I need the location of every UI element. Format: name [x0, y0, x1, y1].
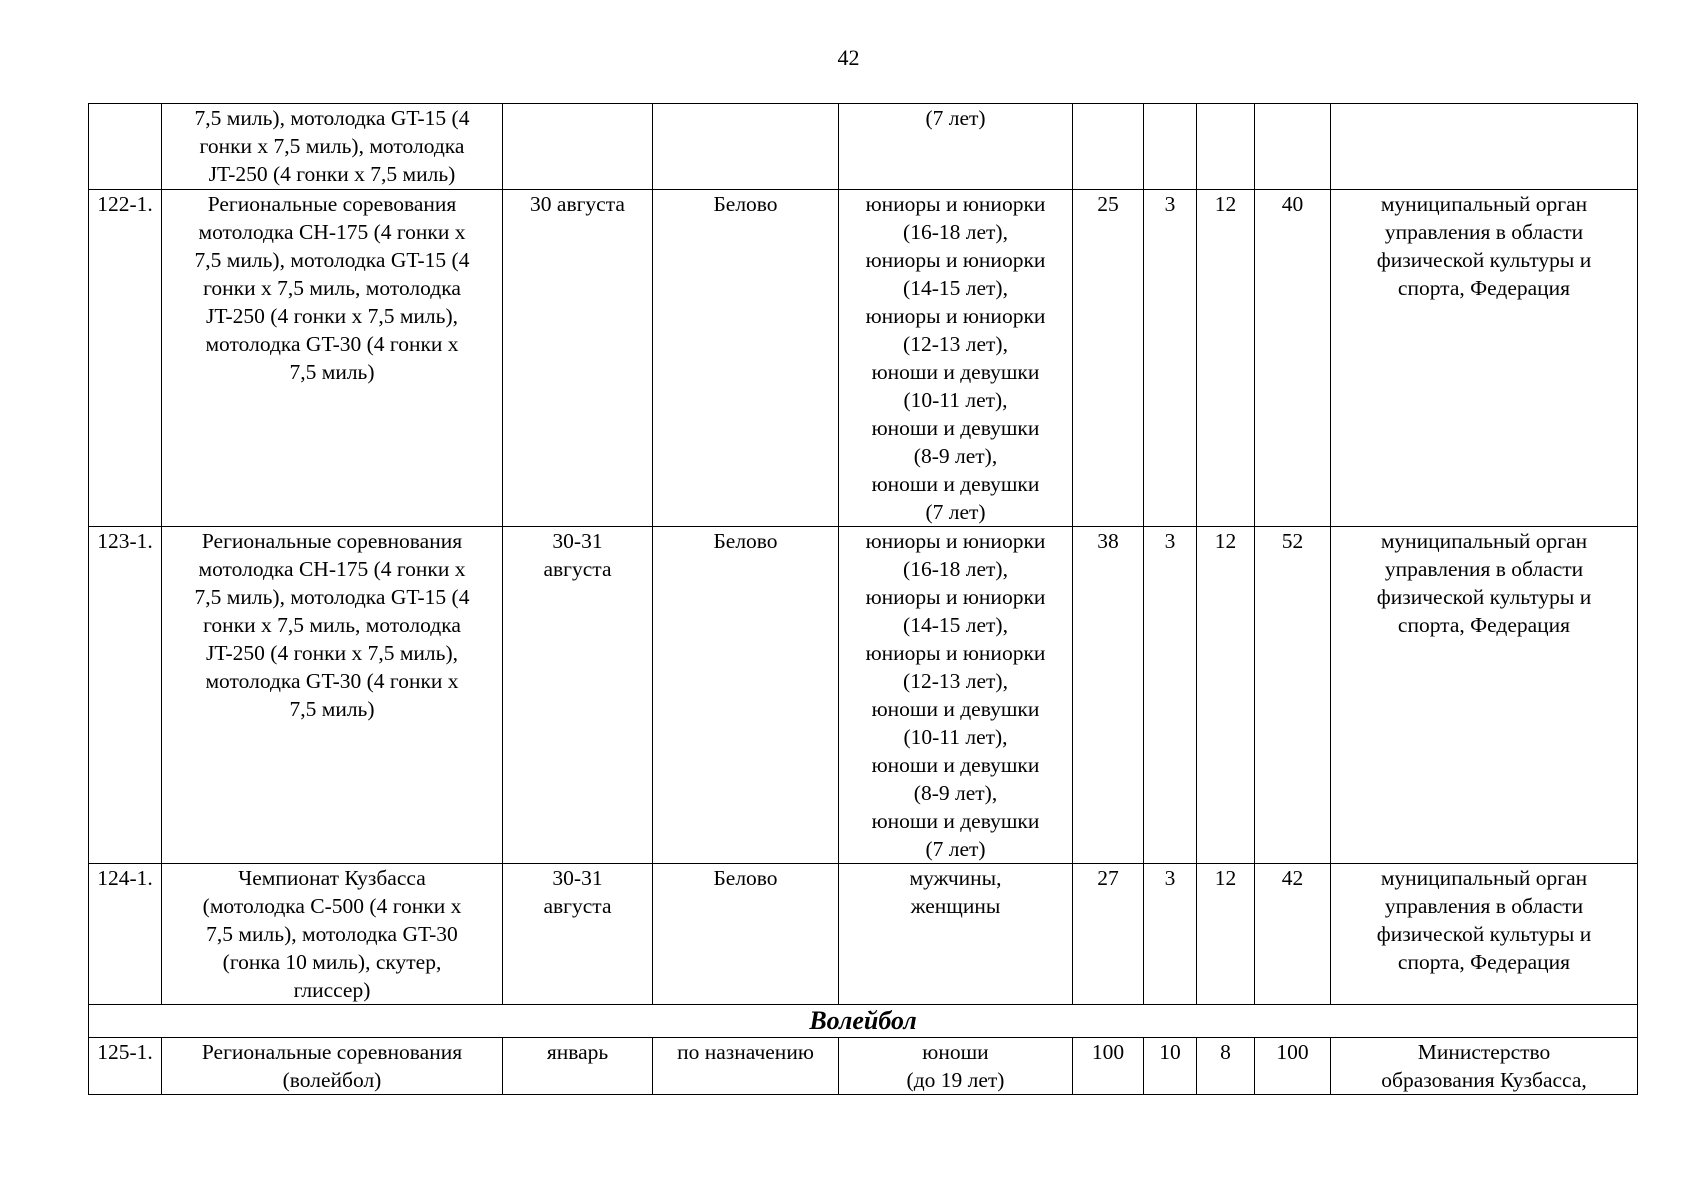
participants — [839, 527, 1073, 864]
event-name — [162, 104, 503, 190]
row-number: 124-1. — [89, 864, 162, 1005]
participants-line: юниоры и юниорки — [865, 585, 1046, 609]
participants-line: юниоры и юниорки — [865, 192, 1046, 216]
table-row — [89, 1038, 1638, 1095]
event-place: по назначению — [653, 1038, 839, 1095]
event-name-line: Чемпионат Кузбасса — [238, 866, 426, 890]
event-name — [162, 190, 503, 527]
participants-line: (до 19 лет) — [906, 1068, 1005, 1092]
participants-line: (16-18 лет), — [903, 557, 1008, 581]
organizer-line: спорта, Федерация — [1397, 950, 1571, 974]
count-col-1 — [1073, 104, 1144, 190]
count-col-3: 12 — [1197, 190, 1255, 527]
organizer-line: спорта, Федерация — [1397, 276, 1571, 300]
participants-line: юноши и девушки — [871, 697, 1040, 721]
count-col-4 — [1255, 104, 1331, 190]
event-name-line: 7,5 миль), мотолодка GT-15 (4 — [194, 106, 470, 130]
participants-line: (7 лет) — [925, 106, 986, 130]
count-col-2 — [1144, 104, 1197, 190]
participants-line: (12-13 лет), — [903, 669, 1008, 693]
count-col-2: 3 — [1144, 864, 1197, 1005]
organizer-line: физической культуры и — [1376, 585, 1592, 609]
event-name — [162, 1038, 503, 1095]
event-name-line: гонки х 7,5 миль), мотолодка — [199, 134, 465, 158]
participants — [839, 864, 1073, 1005]
count-col-3: 8 — [1197, 1038, 1255, 1095]
event-place: Белово — [653, 864, 839, 1005]
organizer — [1331, 1038, 1638, 1095]
participants-line: (10-11 лет), — [903, 725, 1008, 749]
row-number: 122-1. — [89, 190, 162, 527]
participants-line: (7 лет) — [925, 500, 986, 524]
participants — [839, 104, 1073, 190]
participants-line: юноши и девушки — [871, 472, 1040, 496]
event-name-line: 7,5 миль), мотолодка GT-15 (4 — [194, 248, 470, 272]
event-name-line: 7,5 миль), мотолодка GT-30 — [206, 922, 458, 946]
event-date — [503, 527, 653, 864]
event-date-line: августа — [543, 557, 612, 581]
row-number: 123-1. — [89, 527, 162, 864]
event-name-line: JT-250 (4 гонки х 7,5 миль), — [205, 641, 459, 665]
event-name-line: (мотолодка С-500 (4 гонки х — [202, 894, 462, 918]
participants-line: (14-15 лет), — [903, 613, 1008, 637]
count-col-3: 12 — [1197, 527, 1255, 864]
event-name-line: (гонка 10 миль), скутер, — [222, 950, 442, 974]
event-date-line: 30-31 — [552, 866, 603, 890]
count-col-3 — [1197, 104, 1255, 190]
organizer-line: физической культуры и — [1376, 922, 1592, 946]
organizer — [1331, 104, 1638, 190]
event-name-line: Региональные соревования — [207, 192, 457, 216]
participants-line: (10-11 лет), — [903, 388, 1008, 412]
event-name-line: Региональные соревнования — [201, 1040, 463, 1064]
participants-line: (8-9 лет), — [913, 781, 998, 805]
page-number: 42 — [837, 45, 860, 70]
event-name-line: JT-250 (4 гонки х 7,5 миль), — [205, 304, 459, 328]
event-name-line: мотолодка GT-30 (4 гонки х — [205, 332, 459, 356]
participants-line: юниоры и юниорки — [865, 529, 1046, 553]
event-name-line: мотолодка GT-30 (4 гонки х — [205, 669, 459, 693]
participants-line: юноши и девушки — [871, 360, 1040, 384]
participants-line: (14-15 лет), — [903, 276, 1008, 300]
table-row — [89, 864, 1638, 1005]
table-body — [89, 104, 1638, 1095]
organizer — [1331, 864, 1638, 1005]
table-row — [89, 104, 1638, 190]
table-row — [89, 527, 1638, 864]
event-date-line: 30-31 — [552, 529, 603, 553]
event-name-line: мотолодка СН-175 (4 гонки х — [198, 220, 466, 244]
count-col-2: 3 — [1144, 190, 1197, 527]
count-col-1: 100 — [1073, 1038, 1144, 1095]
count-col-4: 100 — [1255, 1038, 1331, 1095]
organizer — [1331, 527, 1638, 864]
event-name — [162, 527, 503, 864]
organizer-line: управления в области — [1384, 557, 1584, 581]
participants-line: мужчины, — [909, 866, 1002, 890]
participants-line: (7 лет) — [925, 837, 986, 861]
event-name-line: мотолодка СН-175 (4 гонки х — [198, 557, 466, 581]
event-date — [503, 190, 653, 527]
participants-line: юноши и девушки — [871, 416, 1040, 440]
event-place: Белово — [653, 190, 839, 527]
event-name-line: 7,5 миль), мотолодка GT-15 (4 — [194, 585, 470, 609]
table-row — [89, 190, 1638, 527]
organizer-line: управления в области — [1384, 220, 1584, 244]
section-title: Волейбол — [89, 1005, 1638, 1038]
event-name — [162, 864, 503, 1005]
count-col-1: 27 — [1073, 864, 1144, 1005]
count-col-1: 25 — [1073, 190, 1144, 527]
event-name-line: Региональные соревнования — [201, 529, 463, 553]
participants — [839, 1038, 1073, 1095]
event-date — [503, 1038, 653, 1095]
events-table — [88, 103, 1638, 1095]
count-col-3: 12 — [1197, 864, 1255, 1005]
participants-line: (8-9 лет), — [913, 444, 998, 468]
event-date — [503, 104, 653, 190]
section-row — [89, 1005, 1638, 1038]
organizer — [1331, 190, 1638, 527]
event-name-line: гонки х 7,5 миль, мотолодка — [203, 613, 461, 637]
participants-line: юниоры и юниорки — [865, 304, 1046, 328]
participants — [839, 190, 1073, 527]
event-date-line: 30 августа — [530, 192, 625, 216]
event-name-line: JT-250 (4 гонки х 7,5 миль) — [208, 162, 456, 186]
organizer-line: управления в области — [1384, 894, 1584, 918]
count-col-2: 3 — [1144, 527, 1197, 864]
event-name-line: (волейбол) — [282, 1068, 382, 1092]
participants-line: юноши и девушки — [871, 809, 1040, 833]
event-date-line: январь — [546, 1040, 609, 1064]
event-name-line: 7,5 миль) — [289, 697, 375, 721]
participants-line: (16-18 лет), — [903, 220, 1008, 244]
count-col-4: 40 — [1255, 190, 1331, 527]
participants-line: (12-13 лет), — [903, 332, 1008, 356]
count-col-2: 10 — [1144, 1038, 1197, 1095]
organizer-line: муниципальный орган — [1380, 866, 1588, 890]
count-col-4: 52 — [1255, 527, 1331, 864]
row-number: 125-1. — [89, 1038, 162, 1095]
participants-line: юниоры и юниорки — [865, 641, 1046, 665]
count-col-1: 38 — [1073, 527, 1144, 864]
event-date-line: августа — [543, 894, 612, 918]
count-col-4: 42 — [1255, 864, 1331, 1005]
event-name-line: глиссер) — [293, 978, 371, 1002]
event-name-line: 7,5 миль) — [289, 360, 375, 384]
organizer-line: образования Кузбасса, — [1381, 1068, 1587, 1092]
participants-line: юноши и девушки — [871, 753, 1040, 777]
event-date — [503, 864, 653, 1005]
participants-line: юниоры и юниорки — [865, 248, 1046, 272]
organizer-line: Министерство — [1417, 1040, 1551, 1064]
organizer-line: физической культуры и — [1376, 248, 1592, 272]
organizer-line: спорта, Федерация — [1397, 613, 1571, 637]
event-name-line: гонки х 7,5 миль, мотолодка — [203, 276, 461, 300]
organizer-line: муниципальный орган — [1380, 192, 1588, 216]
event-place: Белово — [653, 527, 839, 864]
participants-line: юноши — [922, 1040, 989, 1064]
organizer-line: муниципальный орган — [1380, 529, 1588, 553]
participants-line: женщины — [910, 894, 1001, 918]
event-place — [653, 104, 839, 190]
row-number — [89, 104, 162, 190]
